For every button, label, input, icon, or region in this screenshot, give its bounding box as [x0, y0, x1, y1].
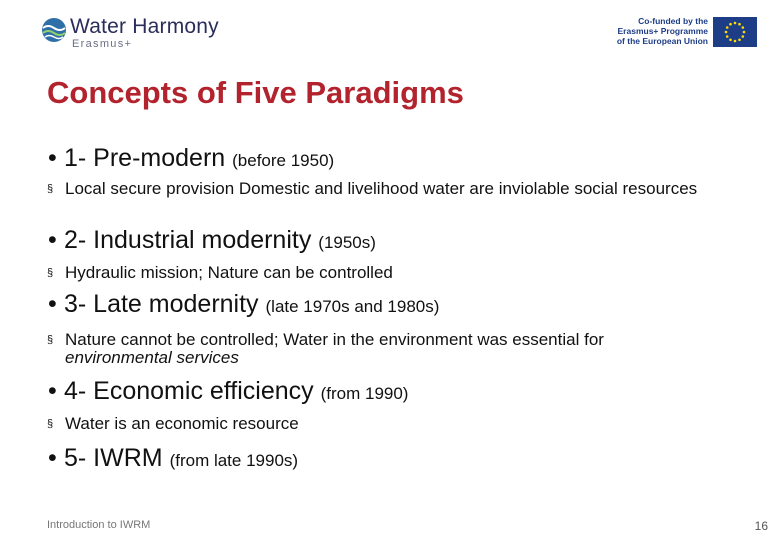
paradigm-detail	[47, 180, 737, 198]
detail-text	[65, 331, 737, 367]
logo-wordmark: Water Harmony	[70, 15, 219, 38]
slide-title: Concepts of Five Paradigms	[47, 75, 464, 110]
paradigm-label: 3- Late modernity	[64, 290, 259, 318]
bullet: •	[48, 226, 57, 254]
square-bullet-icon: §	[47, 418, 54, 430]
paradigm-label: 2- Industrial modernity	[64, 226, 312, 254]
paradigm-item	[48, 289, 439, 322]
paradigm-period: (from late 1990s)	[169, 451, 299, 470]
paradigm-period: (before 1950)	[232, 151, 335, 170]
square-bullet-icon: §	[47, 183, 54, 195]
bullet: •	[48, 444, 57, 472]
paradigm-period: (late 1970s and 1980s)	[265, 297, 440, 316]
bullet: •	[48, 290, 57, 318]
detail-text: Local secure provision Domestic and livelihood water are inviolable social resources	[65, 179, 698, 198]
bullet: •	[48, 144, 57, 172]
paradigm-period: (from 1990)	[320, 384, 409, 403]
paradigm-label: 4- Economic efficiency	[64, 377, 314, 405]
detail-text-main: Nature cannot be controlled; Water in the environment was essential for	[65, 330, 604, 349]
paradigm-item	[48, 225, 376, 258]
detail-text-italic: environmental services	[65, 348, 239, 367]
detail-text: Water is an economic resource	[65, 414, 299, 433]
square-bullet-icon: §	[47, 267, 54, 279]
logo-subtitle: Erasmus+	[72, 38, 133, 50]
paradigm-label: 5- IWRM	[64, 444, 163, 472]
eu-badge-line2: Erasmus+ Programme	[617, 26, 708, 36]
eu-badge-line3: of the European Union	[616, 36, 708, 46]
paradigm-item	[48, 376, 408, 409]
paradigm-label: 1- Pre-modern	[64, 144, 226, 172]
footer-course-title: Introduction to IWRM	[47, 519, 151, 531]
page-number: 16	[754, 519, 768, 533]
paradigm-item	[48, 143, 334, 176]
eu-badge-line1: Co-funded by the	[638, 16, 708, 26]
paradigm-detail	[47, 331, 737, 367]
bullet: •	[48, 377, 57, 405]
square-bullet-icon: §	[47, 334, 54, 346]
paradigm-item	[48, 443, 298, 476]
paradigm-detail	[47, 415, 737, 433]
paradigm-detail	[47, 264, 737, 282]
detail-text: Hydraulic mission; Nature can be controlled	[65, 263, 393, 282]
paradigm-period: (1950s)	[318, 233, 376, 252]
